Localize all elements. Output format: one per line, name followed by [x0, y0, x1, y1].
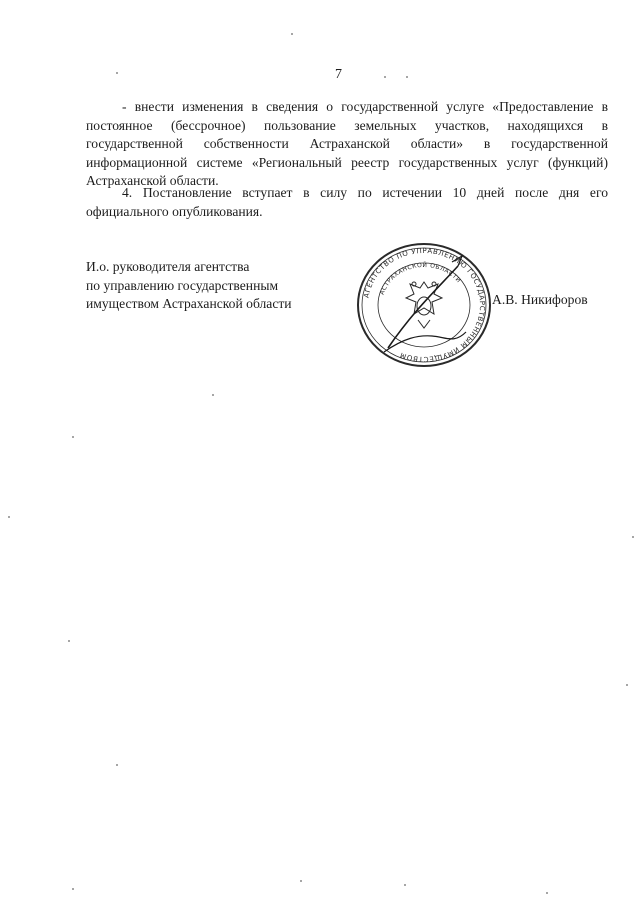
- scan-speck: [300, 880, 302, 882]
- scan-speck: [8, 516, 10, 518]
- scan-speck: [68, 640, 70, 642]
- scan-speck: [632, 536, 634, 538]
- official-seal-stamp: [354, 240, 494, 370]
- seal-outer-text: АГЕНТСТВО ПО УПРАВЛЕНИЮ ГОСУДАРСТВЕННЫМ ИМУЩЕСТВОМ: [362, 246, 487, 364]
- scan-speck: [212, 394, 214, 396]
- signatory-name: А.В. Никифоров: [492, 292, 588, 307]
- paragraph-effective-date: 4. Постановление вступает в силу по истечении 10 дней после дня его официального опубликования.: [86, 185, 608, 219]
- scan-speck: [72, 436, 74, 438]
- signatory-position-line: И.о. руководителя агентства: [86, 259, 250, 274]
- signatory-position: [86, 258, 292, 314]
- signatory-position-line: имуществом Астраханской области: [86, 296, 292, 311]
- page-number: 7: [335, 67, 342, 82]
- scan-speck: [384, 76, 386, 78]
- scan-speck: [626, 684, 628, 686]
- seal-inner-text: АСТРАХАНСКОЙ ОБЛАСТИ: [378, 261, 463, 296]
- paragraph-amendment: - внести изменения в сведения о государственной услуге «Предоставление в постоянное (бессрочное) пользование земельных участков, находящихся в государственной собственности Астраханской области» в государственной информационной системе «Региональный реестр государственных услуг (функций) Астраханской области.: [86, 99, 608, 188]
- scan-speck: [406, 76, 408, 78]
- scan-speck: [116, 764, 118, 766]
- svg-text:АСТРАХАНСКОЙ ОБЛАСТИ: [379, 262, 462, 296]
- signatory-position-line: по управлению государственным: [86, 277, 279, 293]
- scan-speck: [404, 884, 406, 886]
- scan-speck: [72, 888, 74, 890]
- scan-speck: [291, 33, 293, 35]
- scan-speck: [116, 72, 118, 74]
- scan-speck: [546, 892, 548, 894]
